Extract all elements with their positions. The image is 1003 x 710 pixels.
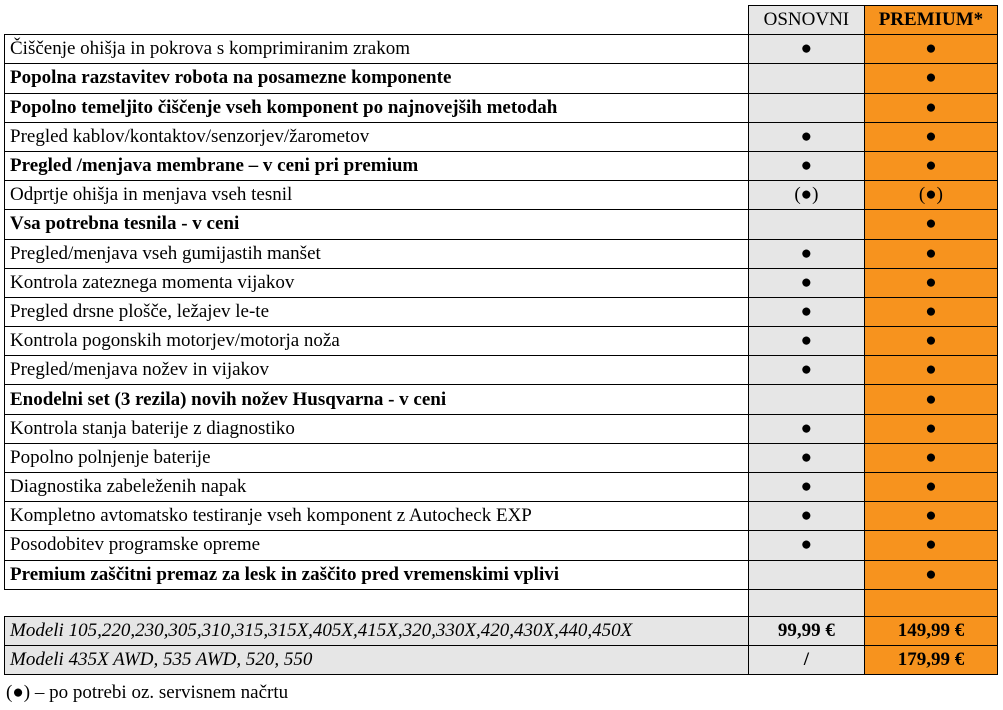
basic-mark <box>748 210 864 239</box>
premium-mark: ● <box>864 122 997 151</box>
table-row <box>5 64 998 93</box>
premium-mark: ● <box>864 297 997 326</box>
basic-mark: ● <box>748 268 864 297</box>
premium-mark: ● <box>864 268 997 297</box>
table-row <box>5 531 998 560</box>
feature-label: Kontrola zateznega momenta vijakov <box>5 268 749 297</box>
table-row <box>5 93 998 122</box>
feature-label: Vsa potrebna tesnila - v ceni <box>5 210 749 239</box>
basic-mark: ● <box>748 151 864 180</box>
premium-price: 179,99 € <box>864 645 997 674</box>
premium-price: 149,99 € <box>864 616 997 645</box>
premium-mark: ● <box>864 239 997 268</box>
spacer-cell <box>864 589 997 616</box>
basic-mark: ● <box>748 35 864 64</box>
feature-label: Odprtje ohišja in menjava vseh tesnil <box>5 181 749 210</box>
feature-label: Pregled drsne plošče, ležajev le-te <box>5 297 749 326</box>
basic-mark: ● <box>748 239 864 268</box>
table-row <box>5 560 998 589</box>
basic-price: 99,99 € <box>748 616 864 645</box>
feature-label: Pregled/menjava vseh gumijastih manšet <box>5 239 749 268</box>
basic-header: OSNOVNI <box>748 6 864 35</box>
basic-mark: (●) <box>748 181 864 210</box>
table-row <box>5 356 998 385</box>
basic-mark: ● <box>748 473 864 502</box>
spacer-cell <box>748 589 864 616</box>
table-row <box>5 35 998 64</box>
table-row <box>5 181 998 210</box>
premium-mark: ● <box>864 210 997 239</box>
premium-mark: (●) <box>864 181 997 210</box>
table-row <box>5 385 998 414</box>
table-row <box>5 297 998 326</box>
basic-mark: ● <box>748 327 864 356</box>
premium-mark: ● <box>864 35 997 64</box>
table-row <box>5 268 998 297</box>
table-row <box>5 239 998 268</box>
basic-mark: ● <box>748 443 864 472</box>
service-comparison-table <box>4 5 998 675</box>
feature-label: Pregled kablov/kontaktov/senzorjev/žarometov <box>5 122 749 151</box>
feature-label: Premium zaščitni premaz za lesk in zaščito pred vremenskimi vplivi <box>5 560 749 589</box>
premium-mark: ● <box>864 531 997 560</box>
premium-mark: ● <box>864 414 997 443</box>
feature-label: Pregled /menjava membrane – v ceni pri premium <box>5 151 749 180</box>
feature-label: Diagnostika zabeleženih napak <box>5 473 749 502</box>
table-row <box>5 327 998 356</box>
feature-label: Kompletno avtomatsko testiranje vseh komponent z Autocheck EXP <box>5 502 749 531</box>
premium-mark: ● <box>864 560 997 589</box>
table-row <box>5 414 998 443</box>
table-row <box>5 502 998 531</box>
premium-mark: ● <box>864 385 997 414</box>
basic-mark <box>748 385 864 414</box>
price-row <box>5 645 998 674</box>
feature-label: Posodobitev programske opreme <box>5 531 749 560</box>
feature-label: Pregled/menjava nožev in vijakov <box>5 356 749 385</box>
footnote: (●) – po potrebi oz. servisnem načrtu <box>6 682 289 703</box>
premium-mark: ● <box>864 356 997 385</box>
basic-mark: ● <box>748 356 864 385</box>
header-blank-cell <box>5 6 749 35</box>
feature-label: Enodelni set (3 rezila) novih nožev Husqvarna - v ceni <box>5 385 749 414</box>
premium-mark: ● <box>864 443 997 472</box>
model-label: Modeli 105,220,230,305,310,315,315X,405X,415X,320,330X,420,430X,440,450X <box>5 616 749 645</box>
premium-mark: ● <box>864 473 997 502</box>
basic-mark <box>748 64 864 93</box>
basic-price: / <box>748 645 864 674</box>
feature-label: Kontrola stanja baterije z diagnostiko <box>5 414 749 443</box>
premium-header: PREMIUM* <box>864 6 997 35</box>
premium-mark: ● <box>864 151 997 180</box>
basic-mark: ● <box>748 414 864 443</box>
table-row <box>5 210 998 239</box>
premium-mark: ● <box>864 502 997 531</box>
premium-mark: ● <box>864 64 997 93</box>
model-label: Modeli 435X AWD, 535 AWD, 520, 550 <box>5 645 749 674</box>
basic-mark <box>748 93 864 122</box>
table-row <box>5 443 998 472</box>
table-row <box>5 122 998 151</box>
basic-mark: ● <box>748 502 864 531</box>
premium-mark: ● <box>864 93 997 122</box>
feature-label: Kontrola pogonskih motorjev/motorja noža <box>5 327 749 356</box>
header-row <box>5 6 998 35</box>
feature-label: Popolno temeljito čiščenje vseh komponent po najnovejših metodah <box>5 93 749 122</box>
basic-mark: ● <box>748 531 864 560</box>
spacer-row <box>5 589 998 616</box>
feature-label: Čiščenje ohišja in pokrova s komprimiranim zrakom <box>5 35 749 64</box>
table-row <box>5 151 998 180</box>
price-row <box>5 616 998 645</box>
basic-mark: ● <box>748 122 864 151</box>
feature-label: Popolno polnjenje baterije <box>5 443 749 472</box>
feature-label: Popolna razstavitev robota na posamezne komponente <box>5 64 749 93</box>
basic-mark <box>748 560 864 589</box>
spacer-cell <box>5 589 749 616</box>
table-row <box>5 473 998 502</box>
premium-mark: ● <box>864 327 997 356</box>
basic-mark: ● <box>748 297 864 326</box>
